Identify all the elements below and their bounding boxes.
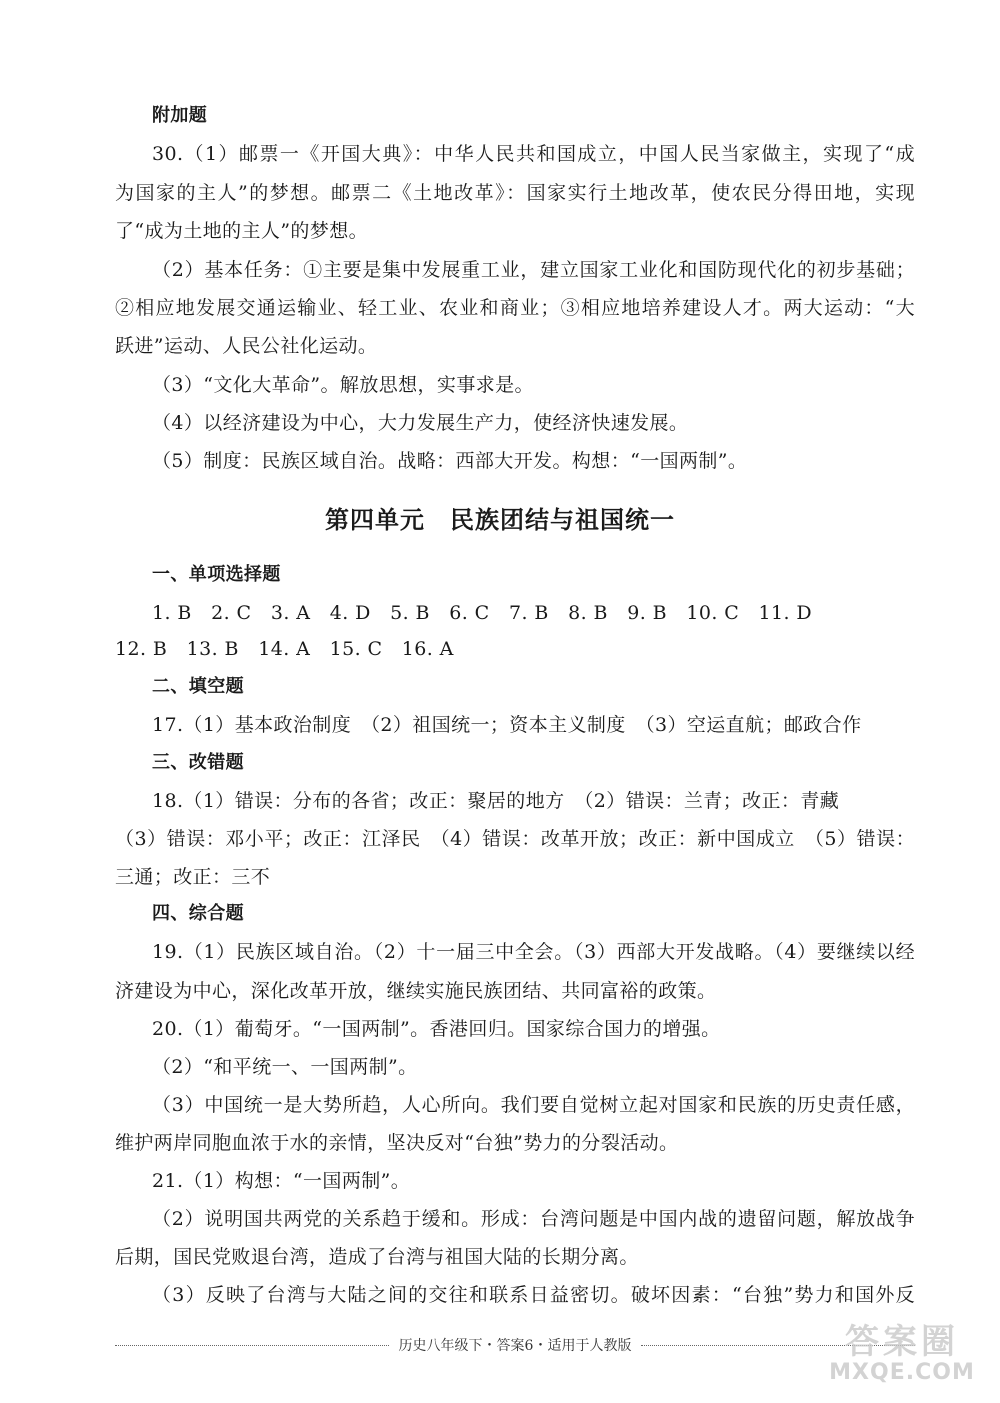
answer-line: 后期，国民党败退台湾，造成了台湾与祖国大陆的长期分离。 [115, 1246, 639, 1268]
answer-line: 18.（1）错误：分布的各省；改正：聚居的地方 （2）错误：兰青；改正：青藏 [152, 790, 840, 812]
answer-line: （5）制度：民族区域自治。战略：西部大开发。构想：“一国两制”。 [152, 450, 748, 472]
answer-line: （3）反映了台湾与大陆之间的交往和联系日益密切。破坏因素：“台独”势力和国外反 [152, 1284, 915, 1306]
answer-line: （2）说明国共两党的关系趋于缓和。形成：台湾问题是中国内战的遗留问题，解放战争 [152, 1208, 915, 1230]
footer-divider-left [115, 1345, 389, 1346]
unit-title: 第四单元 民族团结与祖国统一 [325, 506, 675, 534]
watermark-bottom-text: MXQE.COM [829, 1360, 975, 1385]
answer-line: 19.（1）民族区域自治。（2）十一届三中全会。（3）西部大开发战略。（4）要继续以经 [152, 941, 915, 963]
answer-line: 跃进”运动、人民公社化运动。 [115, 335, 378, 357]
answer-line: 三通；改正：三不 [115, 866, 271, 888]
answer-line: （3）错误：邓小平；改正：江泽民 （4）错误：改革开放；改正：新中国成立 （5）错误： [115, 828, 915, 850]
answer-line: 12. B 13. B 14. A 15. C 16. A [115, 638, 454, 660]
section-heading-comprehensive: 四、综合题 [152, 903, 244, 924]
answer-line: ②相应地发展交通运输业、轻工业、农业和商业；③相应地培养建设人才。两大运动：“大 [115, 297, 915, 319]
answer-line: 20.（1）葡萄牙。“一国两制”。香港回归。国家综合国力的增强。 [152, 1018, 721, 1040]
answer-line: （2）基本任务：①主要是集中发展重工业，建立国家工业化和国防现代化的初步基础； [152, 259, 915, 281]
footer-text: 历史八年级下・答案6・适用于人教版 [398, 1338, 632, 1354]
section-heading-correction: 三、改错题 [152, 752, 244, 773]
answer-line: 为国家的主人”的梦想。邮票二《土地改革》：国家实行土地改革，使农民分得田地，实现 [115, 182, 915, 204]
answer-line: 济建设为中心，深化改革开放，继续实施民族团结、共同富裕的政策。 [115, 980, 717, 1002]
watermark-logo [822, 1319, 982, 1389]
answer-line: 了“成为土地的主人”的梦想。 [115, 220, 369, 242]
answer-line: 17.（1）基本政治制度 （2）祖国统一；资本主义制度 （3）空运直航；邮政合作 [152, 714, 862, 736]
answer-line: 维护两岸同胞血浓于水的亲情，坚决反对“台独”势力的分裂活动。 [115, 1132, 679, 1154]
answer-line: 1. B 2. C 3. A 4. D 5. B 6. C 7. B 8. B 9. B 10. C 11. D [152, 602, 813, 624]
answer-line: （4）以经济建设为中心，大力发展生产力，使经济快速发展。 [152, 412, 689, 434]
appendix-heading: 附加题 [152, 105, 208, 126]
watermark-top-text: 答案圈 [845, 1322, 959, 1362]
section-heading-fill: 二、填空题 [152, 676, 244, 697]
answer-line: （2）“和平统一、一国两制”。 [152, 1056, 418, 1078]
answer-line: （3）中国统一是大势所趋，人心所向。我们要自觉树立起对国家和民族的历史责任感， [152, 1094, 915, 1116]
answer-line: 21.（1）构想：“一国两制”。 [152, 1170, 411, 1192]
section-heading-choice: 一、单项选择题 [152, 564, 281, 585]
answer-line: （3）“文化大革命”。解放思想，实事求是。 [152, 374, 534, 396]
answer-line: 30.（1）邮票一《开国大典》：中华人民共和国成立，中国人民当家做主，实现了“成 [152, 143, 915, 165]
page-footer [115, 1330, 915, 1360]
